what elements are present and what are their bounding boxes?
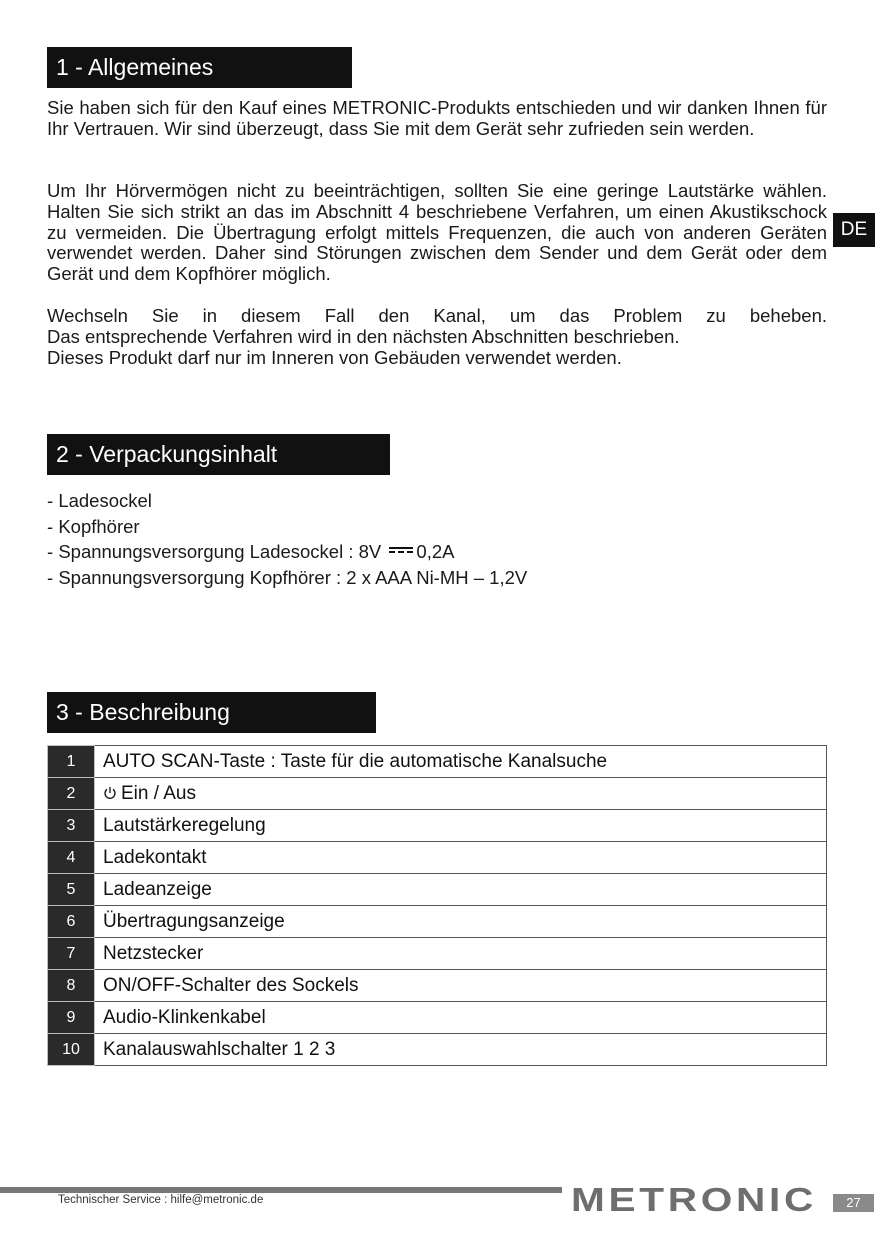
metronic-logo [571,1183,819,1215]
power-icon [103,786,117,800]
list-item: - Spannungsversorgung Ladesockel : 8V 0,2A [47,539,527,565]
row-number: 10 [48,1034,95,1066]
row-label: Übertragungsanzeige [95,906,827,938]
channel-paragraph [47,306,827,368]
row-number: 5 [48,874,95,906]
table-row [48,778,827,810]
list-item: - Spannungsversorgung Kopfhörer : 2 x AAA Ni-MH – 1,2V [47,565,527,591]
row-label: Kanalauswahlschalter 1 2 3 [95,1034,827,1066]
row-label: Ladeanzeige [95,874,827,906]
table-row [48,906,827,938]
row-number: 8 [48,970,95,1002]
row-number: 7 [48,938,95,970]
hearing-warning-paragraph: Um Ihr Hörvermögen nicht zu beeinträchtigen, sollten Sie eine geringe Lautstärke wählen. Halten Sie sich strikt an das im Abschnitt 4 beschriebene Verfahren, um einen Akustikschock zu vermeiden. Die Übertragung erfolgt mittels Frequenzen, die auch von anderen Geräten verwendet werden. Daher sind Störungen zwischen dem Sender und dem Gerät oder dem Gerät und dem Kopfhörer möglich. [47,180,827,285]
row-label: Audio-Klinkenkabel [95,1002,827,1034]
list-item: - Ladesockel [47,488,527,514]
row-label-power: Ein / Aus [95,778,827,810]
row-label: ON/OFF-Schalter des Sockels [95,970,827,1002]
table-row [48,842,827,874]
table-row [48,1034,827,1066]
channel-change-sentence: Wechseln Sie in diesem Fall den Kanal, um das Problem zu beheben. [47,305,827,326]
language-tab: DE [833,213,875,247]
table-row [48,810,827,842]
table-row [48,1002,827,1034]
table-row [48,746,827,778]
row-label: AUTO SCAN-Taste : Taste für die automatische Kanalsuche [95,746,827,778]
brand-logo-text: METRONIC [571,1183,817,1215]
row-label: Ladekontakt [95,842,827,874]
table-row [48,970,827,1002]
row-label: Netzstecker [95,938,827,970]
row-number: 1 [48,746,95,778]
row-label: Lautstärkeregelung [95,810,827,842]
package-contents-list [47,488,527,590]
section-heading-beschreibung: 3 - Beschreibung [47,692,376,733]
list-item: - Kopfhörer [47,514,527,540]
procedure-sentence: Das entsprechende Verfahren wird in den nächsten Abschnitten beschrieben. [47,325,680,347]
page-number: 27 [833,1194,874,1212]
dc-current-icon [389,546,413,556]
service-contact: Technischer Service : hilfe@metronic.de [58,1194,264,1206]
intro-paragraph: Sie haben sich für den Kauf eines METRONIC-Produkts entschieden und wir danken Ihnen für Ihr Vertrauen. Wir sind überzeugt, dass Sie mit dem Gerät sehr zufrieden sein werden. [47,97,827,139]
description-table [47,745,827,1066]
row-number: 6 [48,906,95,938]
row-number: 2 [48,778,95,810]
row-number: 9 [48,1002,95,1034]
table-row [48,938,827,970]
indoor-use-sentence: Dieses Produkt darf nur im Inneren von Gebäuden verwendet werden. [47,346,622,368]
row-number: 3 [48,810,95,842]
footer-divider [0,1187,562,1193]
table-row [48,874,827,906]
section-heading-allgemeines: 1 - Allgemeines [47,47,352,88]
section-heading-verpackungsinhalt: 2 - Verpackungsinhalt [47,434,390,475]
row-number: 4 [48,842,95,874]
